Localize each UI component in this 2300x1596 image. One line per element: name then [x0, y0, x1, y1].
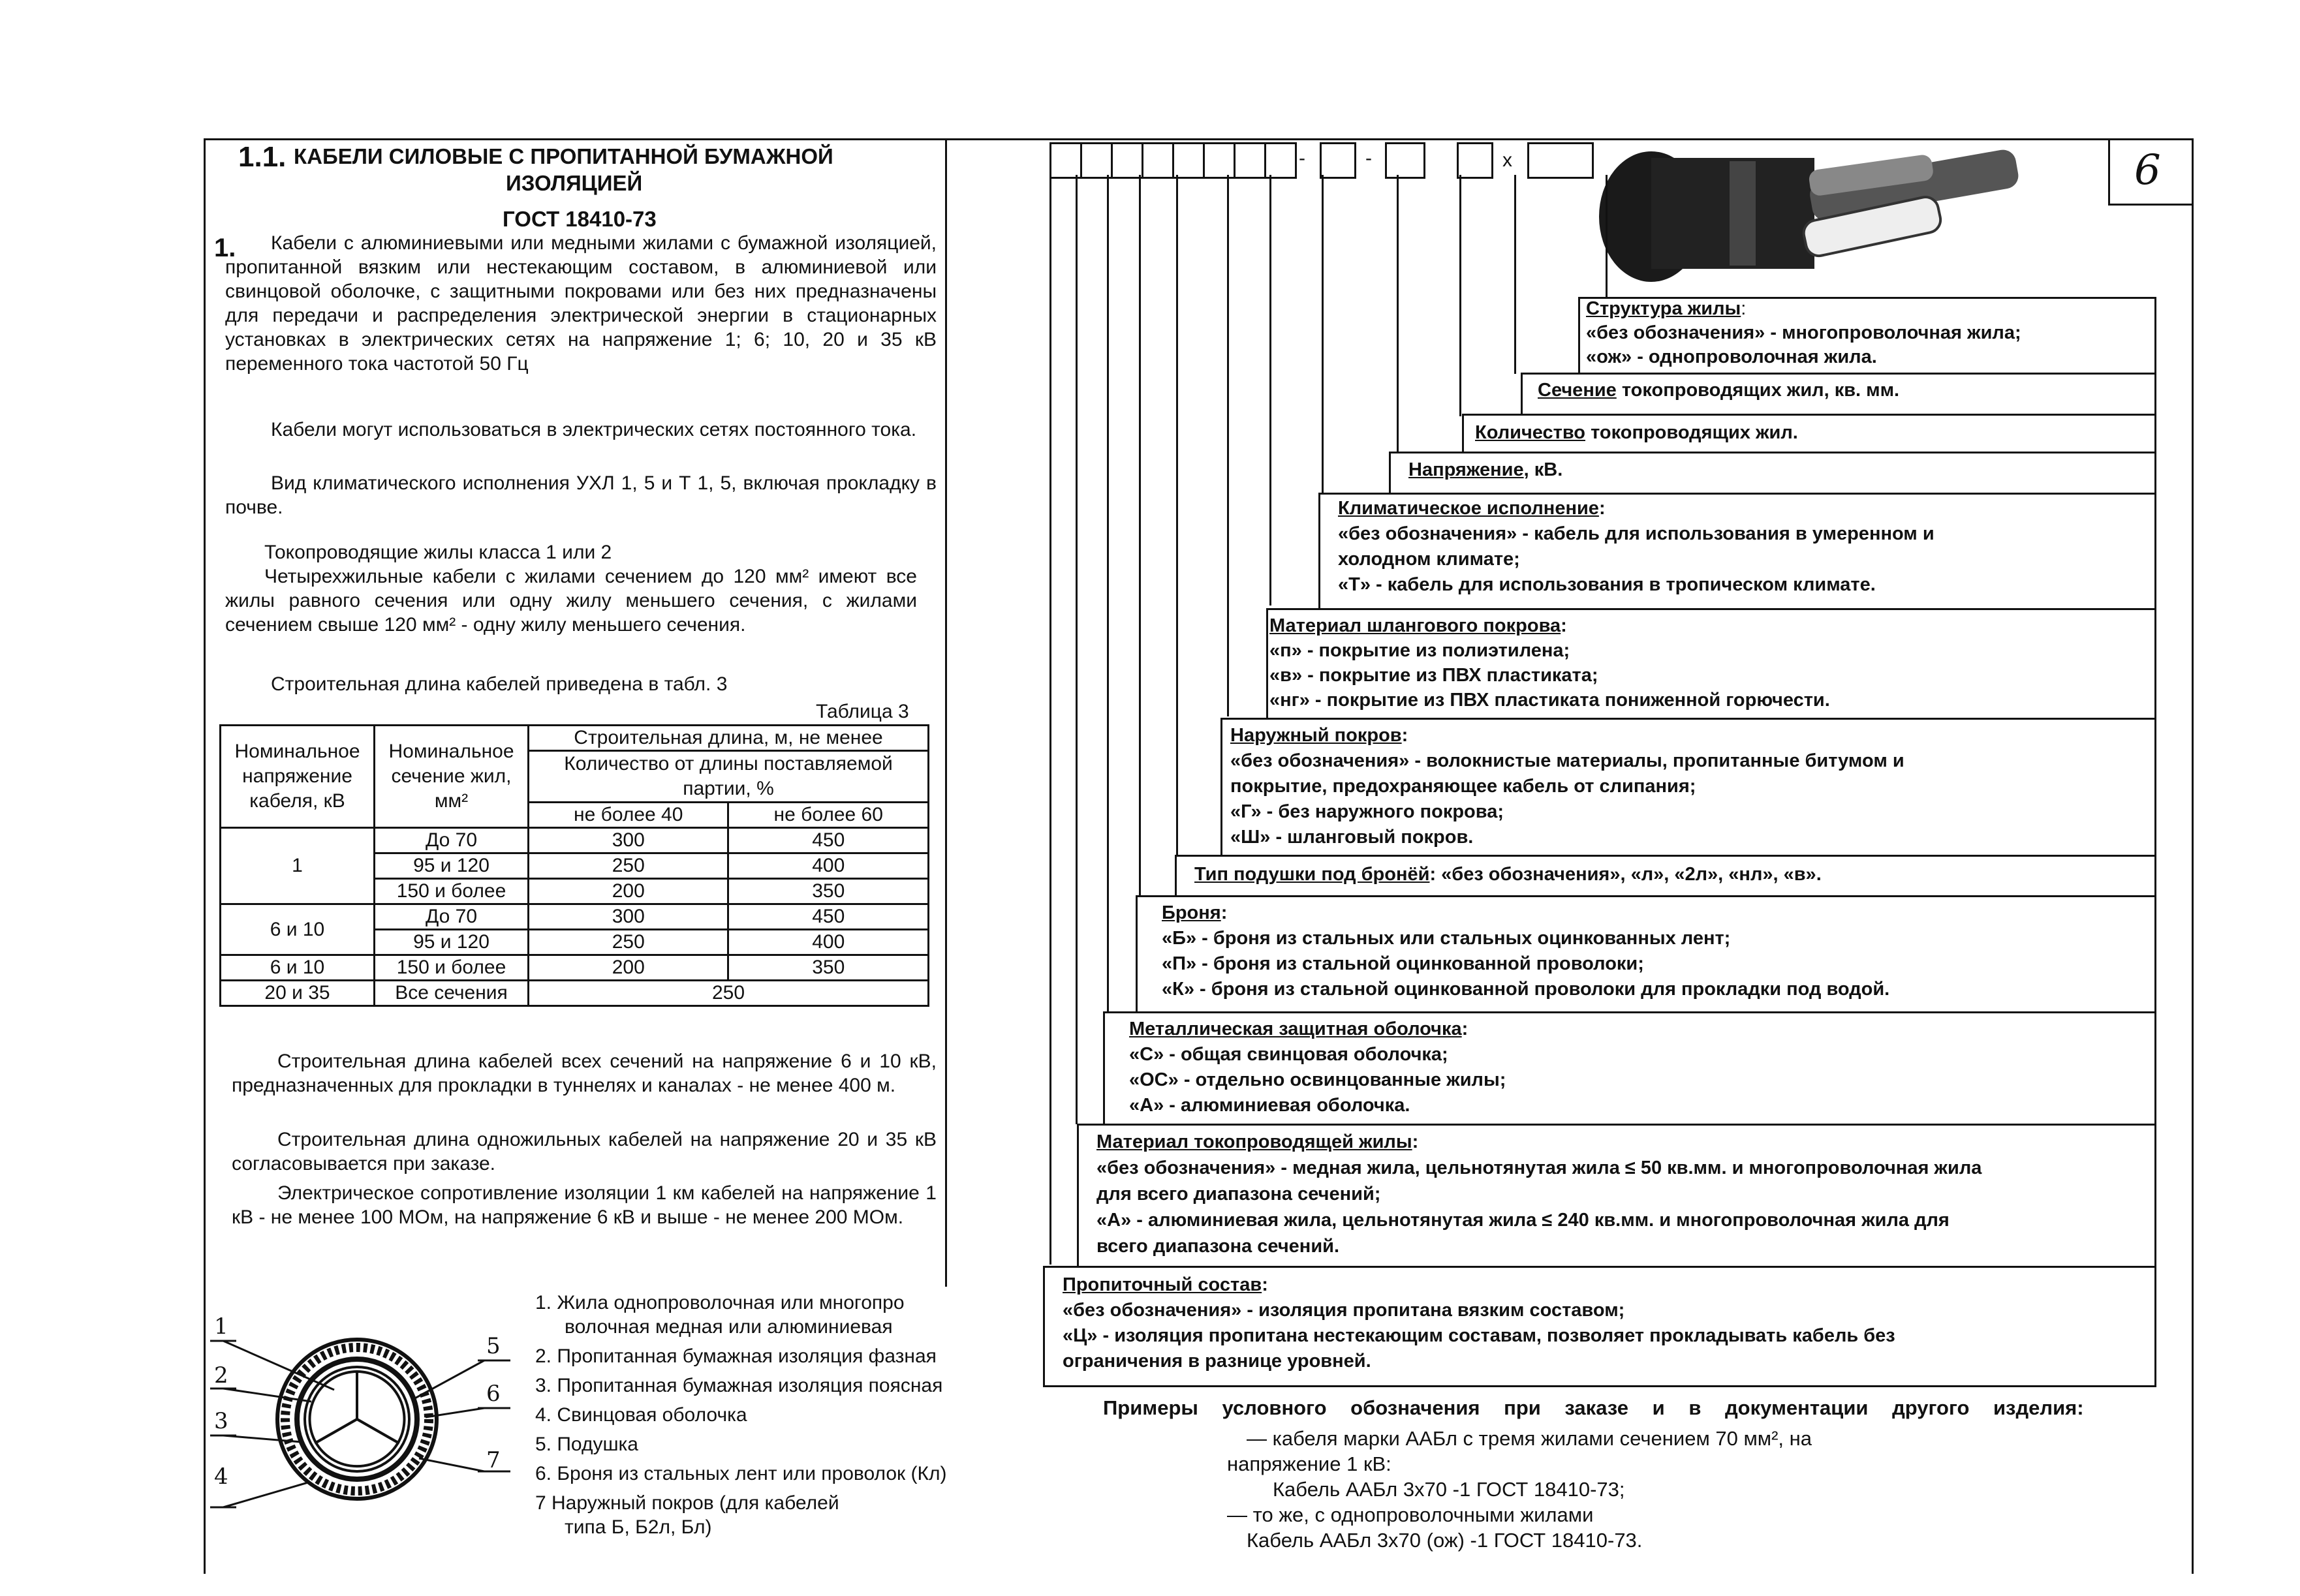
legend-num-6: 6 [486, 1381, 501, 1407]
climate-line: холодном климате; [1338, 549, 1520, 570]
intro-paragraph-4: Токопроводящие жилы класса 1 или 2 [264, 542, 612, 563]
example-line: — кабеля марки ААБл с тремя жилами сечением 70 мм², на [1247, 1427, 1812, 1450]
legend-num-4: 4 [214, 1464, 228, 1490]
header-section: Номинальное сечение жил, мм² [375, 726, 529, 828]
leader-pad [1176, 175, 1178, 856]
decode-armor: Броня: «Б» - броня из стальных или стальных оцинкованных лент; «П» - броня из стальной оцинкованной проволоки; «К» - броня из стальной оцинкованной проволоки для прокладки под водой. [1162, 900, 1889, 1002]
armor-title: Броня [1162, 902, 1221, 923]
section-title: Сечение [1538, 380, 1617, 401]
conductor-sector-2 [316, 1419, 398, 1466]
gost-number: ГОСТ 18410-73 [503, 207, 657, 231]
climate-title: Климатическое исполнение [1338, 498, 1599, 519]
leader-structure [1606, 175, 1608, 302]
code-box-11 [1457, 142, 1493, 179]
item-number: 1. [214, 234, 236, 262]
intro-paragraph-5: Четырехжильные кабели с жилами сечением до 120 мм² имеют все жилы равного сечения или одну жилу меньшего сечения, с жилами сечением свыше 120 мм² - одну жилу меньшего сечения. [225, 566, 917, 636]
decode-hose: Материал шлангового покрова: «п» - покрытие из полиэтилена; «в» - покрытие из ПВХ пластиката; «нг» - покрытие из ПВХ пластиката пониженной горючести. [1269, 613, 1830, 713]
legend-item: типа Б, Б2л, Бл) [565, 1516, 712, 1538]
impreg-line: «без обозначения» - изоляция пропитана вязким составом; [1063, 1300, 1625, 1321]
leader-hose [1269, 175, 1271, 606]
leader-outer [1227, 175, 1229, 716]
hose-line: «нг» - покрытие из ПВХ пластиката пониженной горючести. [1269, 690, 1830, 711]
legend-item: 7 Наружный покров (для кабелей [535, 1492, 839, 1514]
example-line: — то же, с однопроволочными жилами [1227, 1503, 1594, 1526]
voltage-title: Напряжение [1408, 459, 1524, 480]
code-box-7 [1234, 142, 1266, 179]
conductor-title: Материал токопроводящей жилы [1096, 1131, 1412, 1152]
intro-paragraph-1: Кабели с алюминиевыми или медными жилами с бумажной изоляцией, пропитанной вязким или нестекающим составом, в алюминиевой или свинцовой оболочке, с защитными покровами или без них предназначены для передачи и распределения электрической энергии в стационарных установках в электрических сетях на напряжение 1; 6; 10, 20 и 35 кВ переменного тока частотой 50 Гц [225, 232, 937, 375]
leader-impreg [1049, 175, 1051, 1265]
code-box-8 [1264, 142, 1297, 179]
example-line: напряжение 1 кВ: [1227, 1452, 1391, 1475]
right-frame-line [2192, 138, 2194, 1574]
code-box-12 [1527, 142, 1594, 179]
leader-armor [1139, 175, 1141, 898]
diagram-legend [535, 1291, 946, 1539]
after-table-paragraph-2: Строительная длина одножильных кабелей на напряжение 20 и 35 кВ согласовывается при заказе. [232, 1129, 937, 1174]
outer-line: «Ш» - шланговый покров. [1230, 827, 1474, 848]
intro-paragraph-6: Строительная длина кабелей приведена в табл. 3 [271, 673, 728, 695]
decode-pad [1194, 863, 1822, 887]
legend-item: 2. Пропитанная бумажная изоляция фазная [535, 1345, 937, 1367]
legend-item: 5. Подушка [535, 1434, 638, 1455]
climate-line: «Т» - кабель для использования в тропическом климате. [1338, 574, 1876, 595]
leader-count [1459, 175, 1461, 416]
top-frame-line [204, 138, 2193, 140]
code-box-6 [1203, 142, 1235, 179]
hose-line: «в» - покрытие из ПВХ пластиката; [1269, 665, 1598, 686]
table-row: 150 и более 200 350 [221, 879, 929, 904]
header-col1: не более 40 [529, 803, 728, 828]
construction-length-table [219, 724, 929, 1007]
page-number: 6 [2134, 146, 2161, 194]
code-box-2 [1080, 142, 1113, 179]
table-row: 95 и 120 250 400 [221, 853, 929, 879]
leader-conductor [1076, 175, 1078, 1124]
leader-section [1514, 175, 1516, 374]
leader-line-7 [419, 1458, 484, 1471]
conductor-line: для всего диапазона сечений; [1096, 1184, 1381, 1205]
code-box-10 [1385, 142, 1425, 179]
armor-line: «К» - броня из стальной оцинкованной проволоки для прокладки под водой. [1162, 979, 1890, 1000]
hose-line: «п» - покрытие из полиэтилена; [1269, 640, 1570, 661]
code-dash-2: - [1365, 147, 1372, 169]
code-dash-1: - [1299, 147, 1305, 169]
hose-title: Материал шлангового покрова [1269, 615, 1561, 636]
code-box-4 [1142, 142, 1174, 179]
leader-sheath [1107, 175, 1109, 1013]
examples-block [1227, 1426, 1812, 1553]
code-box-5 [1172, 142, 1205, 179]
conductor-line: «А» - алюминиевая жила, цельнотянутая жила ≤ 240 кв.мм. и многопроволочная жила для [1096, 1210, 1950, 1231]
example-line: Кабель ААБл 3х70 -1 ГОСТ 18410-73; [1273, 1478, 1625, 1501]
table-row: 1 До 70 300 450 [221, 828, 929, 853]
header-length: Строительная длина, м, не менее [529, 726, 929, 751]
climate-line: «без обозначения» - кабель для использования в умеренном и [1338, 523, 1935, 544]
conductor-line: «без обозначения» - медная жила, цельнотянутая жила ≤ 50 кв.мм. и многопроволочная жила [1096, 1158, 1982, 1178]
table-row: 6 и 10 150 и более 200 350 [221, 955, 929, 981]
leader-line-5 [412, 1360, 484, 1400]
code-box-9 [1320, 142, 1356, 179]
legend-item: волочная медная или алюминиевая [565, 1316, 893, 1338]
decode-structure: Структура жилы: «без обозначения» - многопроволочная жила; «ож» - однопроволочная жила. [1586, 297, 2021, 369]
after-table-paragraph-1: Строительная длина кабелей всех сечений на напряжение 6 и 10 кВ, предназначенных для прокладки в туннелях и каналах - не менее 400 м. [232, 1051, 937, 1096]
table-row: 20 и 35 Все сечения 250 [221, 981, 929, 1006]
leader-voltage [1397, 175, 1399, 452]
armor-line: «П» - броня из стальной оцинкованной проволоки; [1162, 953, 1644, 974]
example-line: Кабель ААБл 3х70 (ож) -1 ГОСТ 18410-73. [1247, 1529, 1643, 1552]
header-col2: не более 60 [728, 803, 929, 828]
decode-section [1538, 378, 1899, 403]
impreg-line: ограничения в разнице уровней. [1063, 1351, 1371, 1372]
header-voltage: Номинальное напряжение кабеля, кВ [221, 726, 375, 828]
legend-num-2: 2 [214, 1362, 228, 1389]
armor-line: «Б» - броня из стальных или стальных оцинкованных лент; [1162, 928, 1731, 949]
decode-voltage [1408, 458, 1562, 482]
count-rest: токопроводящих жил. [1585, 422, 1798, 443]
leader-line-2 [223, 1389, 311, 1402]
decode-conductor: Материал токопроводящей жилы: «без обозначения» - медная жила, цельнотянутая жила ≤ 50 кв.мм. и многопроволочная жила для всего диапазона сечений; «А» - алюминиевая жила, цельнотянутая жила ≤ 240 кв.мм. и многопроволочная жила для всего диапазона сечений. [1096, 1129, 1981, 1259]
examples-heading: Примеры условного обозначения при заказе и в документации другого изделия: [1103, 1396, 2084, 1419]
decode-count [1475, 421, 1798, 445]
sheath-line: «С» - общая свинцовая оболочка; [1129, 1044, 1448, 1065]
impreg-title: Пропиточный состав [1063, 1274, 1262, 1295]
outer-line: «Г» - без наружного покрова; [1230, 801, 1504, 822]
decode-impreg: Пропиточный состав: «без обозначения» - изоляция пропитана вязким составом; «Ц» - изоляция пропитана нестекающим составам, позволяет прокладывать кабель без ограничения в разнице уровней. [1063, 1272, 1895, 1374]
leader-climate [1322, 175, 1324, 495]
sheath-title: Металлическая защитная оболочка [1129, 1019, 1462, 1039]
table-row: 95 и 120 250 400 [221, 930, 929, 955]
legend-item: 3. Пропитанная бумажная изоляция поясная [535, 1375, 943, 1396]
decode-sheath: Металлическая защитная оболочка: «С» - общая свинцовая оболочка; «ОС» - отдельно освинцованные жилы; «А» - алюминиевая оболочка. [1129, 1017, 1506, 1118]
structure-line: «без обозначения» - многопроволочная жила; [1586, 322, 2021, 343]
outer-line: покрытие, предохраняющее кабель от слипания; [1230, 776, 1696, 797]
code-box-3 [1111, 142, 1143, 179]
legend-num-5: 5 [486, 1333, 501, 1359]
impreg-line: «Ц» - изоляция пропитана нестекающим составам, позволяет прокладывать кабель без [1063, 1325, 1895, 1346]
sheath-line: «А» - алюминиевая оболочка. [1129, 1095, 1410, 1116]
legend-num-1: 1 [214, 1313, 228, 1340]
section-rest: токопроводящих жил, кв. мм. [1616, 380, 1900, 401]
legend-num-3: 3 [214, 1408, 228, 1434]
voltage-rest: , кВ. [1523, 459, 1563, 480]
outer-line: «без обозначения» - волокнистые материалы, пропитанные битумом и [1230, 750, 1904, 771]
code-box-1 [1049, 142, 1082, 179]
decode-outer: Наружный покров: «без обозначения» - волокнистые материалы, пропитанные битумом и покрытие, предохраняющее кабель от слипания; «Г» - без наружного покрова; «Ш» - шланговый покров. [1230, 723, 1904, 850]
cable-armor-band [1730, 161, 1756, 266]
legend-item: 4. Свинцовая оболочка [535, 1404, 747, 1426]
page-title-line1: КАБЕЛИ СИЛОВЫЕ С ПРОПИТАННОЙ БУМАЖНОЙ [294, 144, 833, 168]
section-number: 1.1. [238, 141, 287, 173]
conductor-line: всего диапазона сечений. [1096, 1236, 1340, 1257]
intro-paragraph-3: Вид климатического исполнения УХЛ 1, 5 и Т 1, 5, включая прокладку в почве. [225, 472, 937, 518]
legend-item: 6. Броня из стальных лент или проволок (Кл) [535, 1463, 947, 1484]
structure-title: Структура жилы [1586, 298, 1741, 319]
decode-climate: Климатическое исполнение: «без обозначения» - кабель для использования в умеренном и холодном климате; «Т» - кабель для использования в тропическом климате. [1338, 496, 1935, 598]
code-times: x [1502, 149, 1512, 171]
legend-item: 1. Жила однопроволочная или многопро [535, 1292, 905, 1313]
pad-rest: : «без обозначения», «л», «2л», «нл», «в». [1429, 864, 1822, 885]
after-table-paragraph-3: Электрическое сопротивление изоляции 1 км кабелей на напряжение 1 кВ - не менее 100 МОм, на напряжение 6 кВ и выше - не менее 200 МОм. [232, 1182, 937, 1228]
header-quantity: Количество от длины поставляемой партии, % [529, 751, 929, 803]
table-caption: Таблица 3 [816, 701, 909, 722]
page-title-line2: ИЗОЛЯЦИЕЙ [506, 171, 643, 195]
column-divider [945, 138, 947, 1287]
legend-num-7: 7 [486, 1447, 501, 1473]
leader-line-4 [223, 1482, 308, 1507]
structure-line: «ож» - однопроволочная жила. [1586, 346, 1877, 367]
cable-photo [1593, 145, 2062, 301]
count-title: Количество [1475, 422, 1586, 443]
pad-title: Тип подушки под бронёй [1194, 864, 1430, 885]
outer-title: Наружный покров [1230, 725, 1402, 746]
intro-paragraph-2: Кабели могут использоваться в электрических сетях постоянного тока. [271, 419, 917, 440]
sheath-line: «ОС» - отдельно освинцованные жилы; [1129, 1069, 1506, 1090]
table-row: 6 и 10 До 70 300 450 [221, 904, 929, 930]
